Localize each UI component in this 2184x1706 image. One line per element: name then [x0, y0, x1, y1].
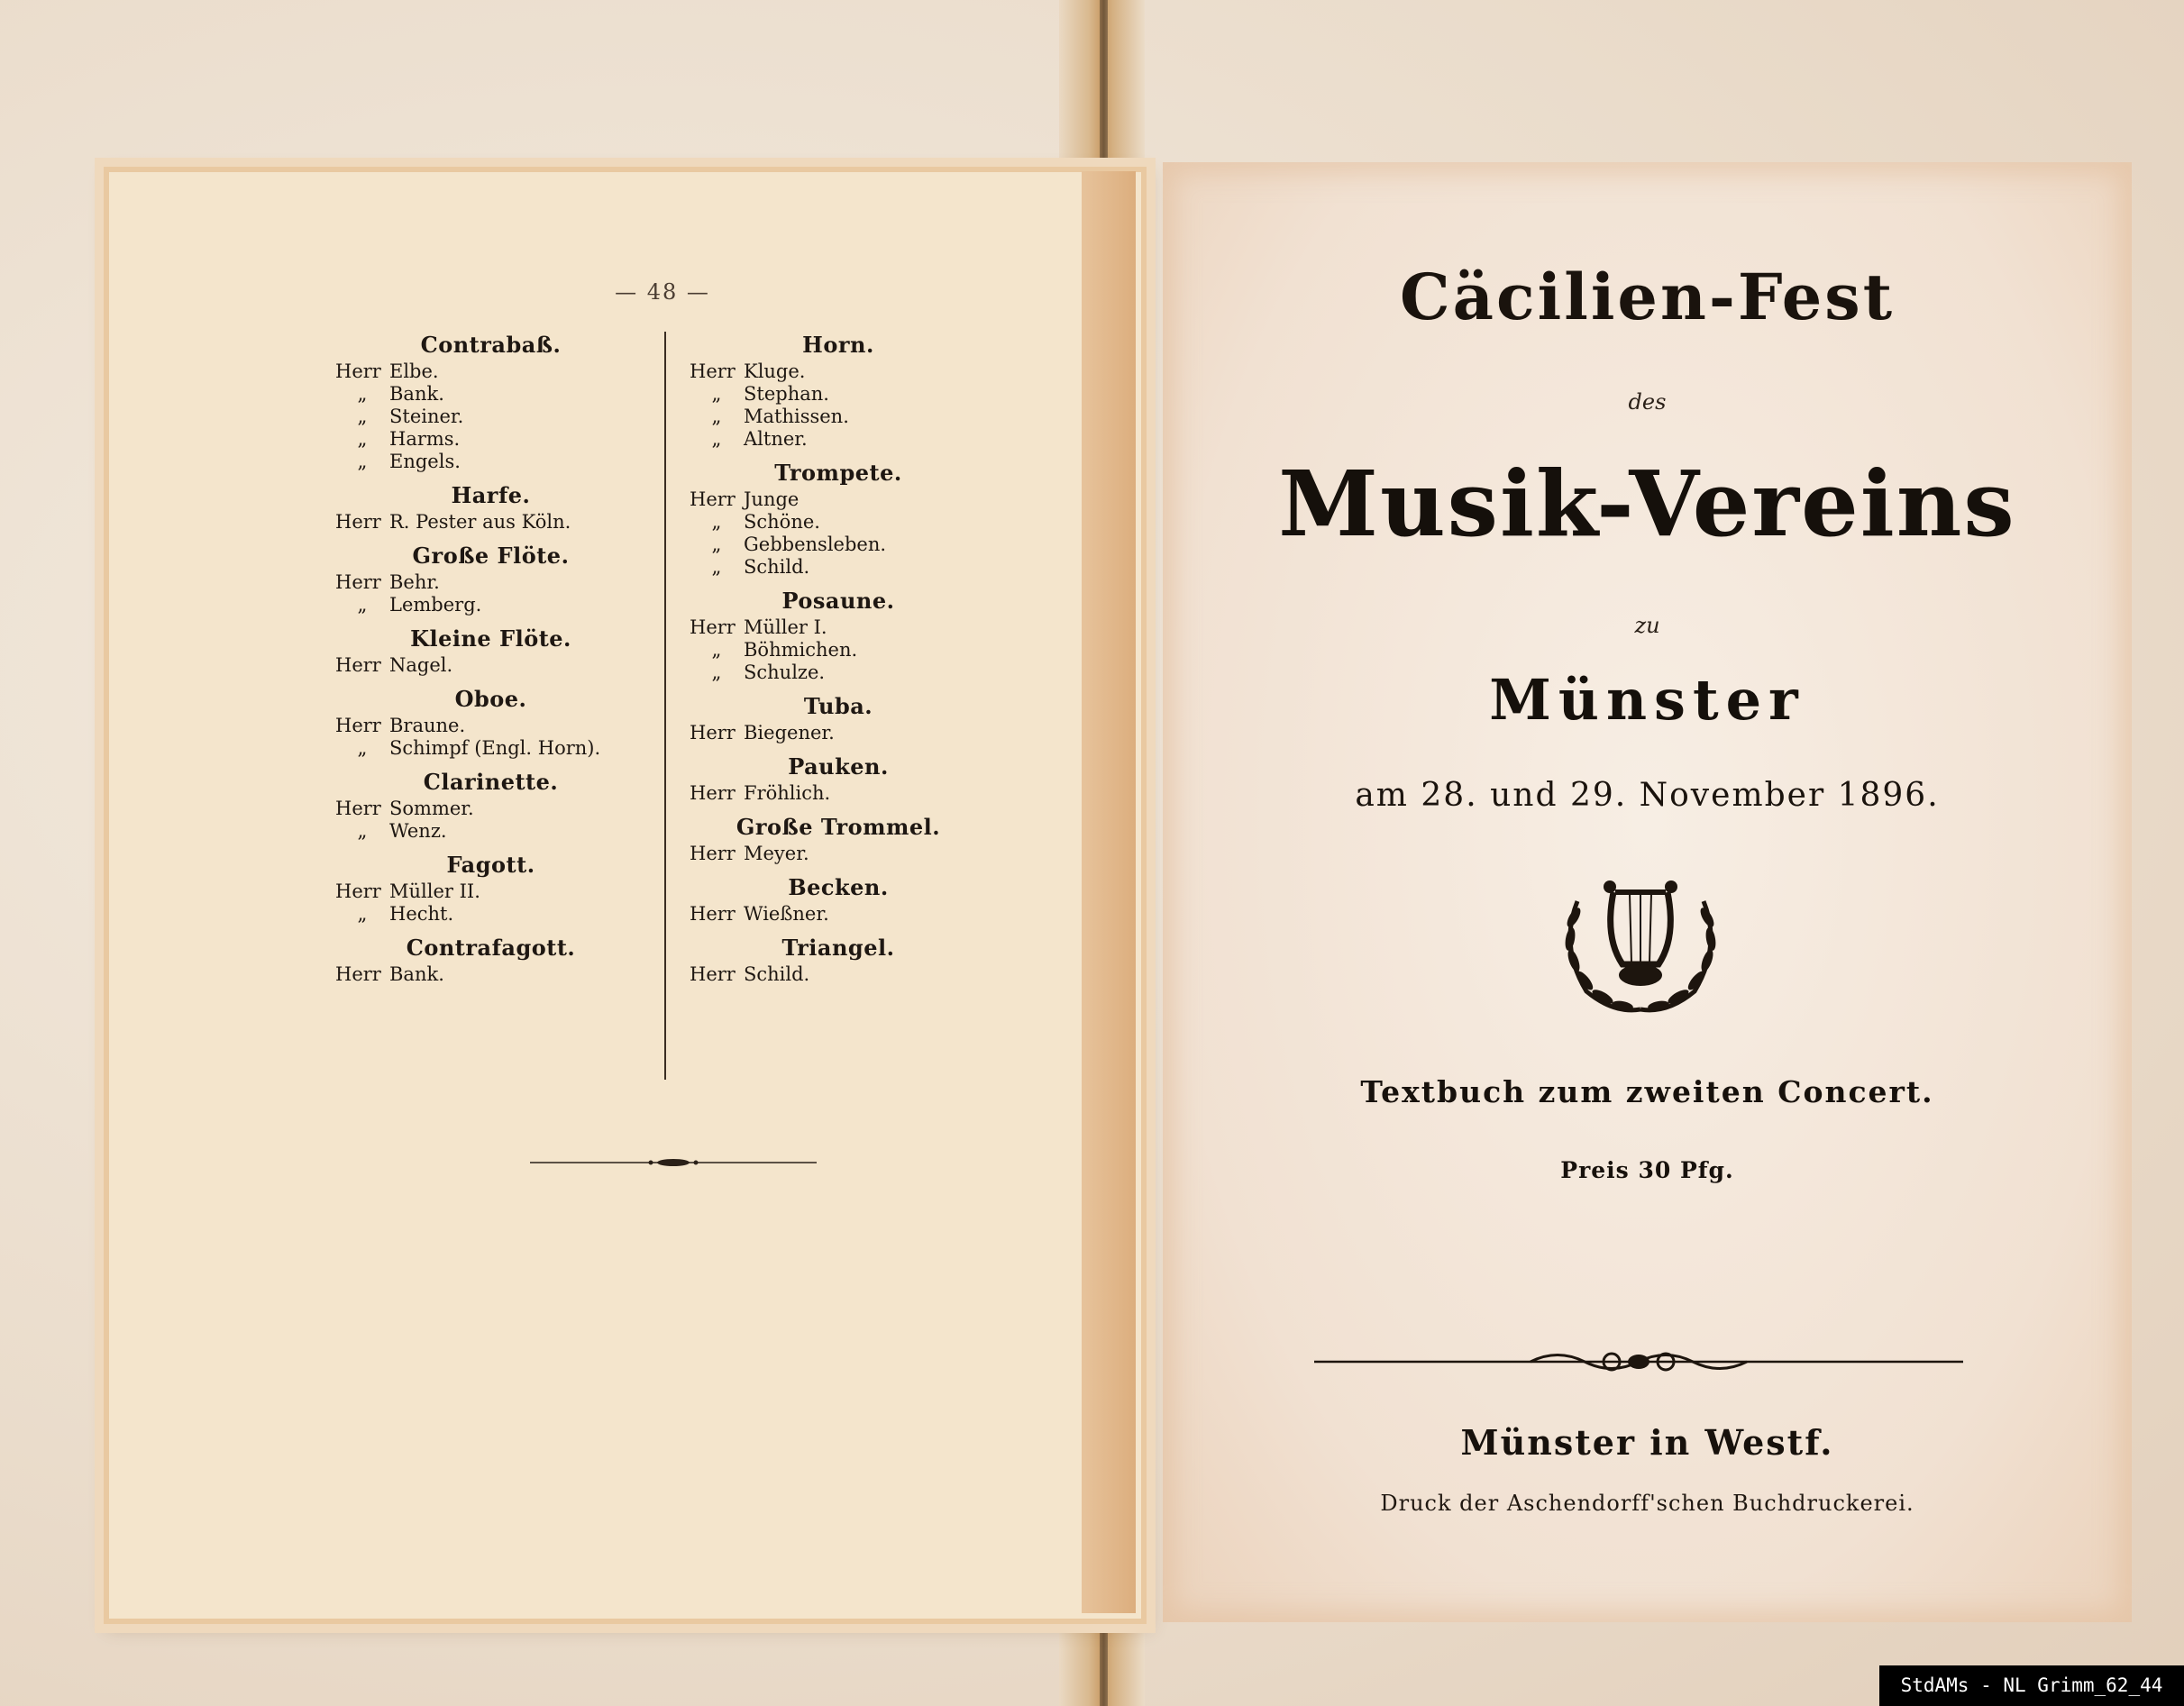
instrument-section [690, 872, 987, 926]
member-name: Mathissen. [744, 406, 849, 427]
member-prefix: „ [357, 820, 368, 842]
member-name: R. Pester aus Köln. [389, 511, 571, 533]
ornament-divider-icon [530, 1157, 817, 1168]
member-prefix: Herr [335, 360, 381, 382]
member-prefix: „ [711, 406, 722, 427]
textbook-subtitle: Textbuch zum zweiten Concert. [1360, 1074, 1934, 1109]
member-row [690, 406, 987, 428]
member-prefix: Herr [335, 654, 381, 676]
section-title: Kleine Flöte. [410, 625, 571, 652]
section-title: Triangel. [781, 935, 895, 961]
member-row [335, 737, 646, 760]
section-title: Becken. [788, 874, 889, 900]
member-row [690, 383, 987, 406]
section-title: Tuba. [803, 693, 873, 719]
member-name: Lemberg. [389, 594, 482, 616]
member-row [335, 903, 646, 926]
member-prefix: Herr [335, 571, 381, 593]
instrument-section [690, 933, 987, 986]
instrument-section [690, 812, 987, 865]
orchestra-column-left [335, 330, 646, 993]
member-row [690, 534, 987, 556]
section-title: Große Trommel. [736, 814, 941, 840]
member-row [335, 715, 646, 737]
instrument-section [690, 752, 987, 805]
instrument-section [335, 684, 646, 760]
member-name: Schild. [744, 556, 810, 578]
left-page-edge [1082, 171, 1136, 1613]
member-prefix: „ [357, 383, 368, 405]
instrument-section [690, 330, 987, 451]
instrument-section [690, 458, 987, 579]
orchestra-column-right [690, 330, 987, 993]
member-prefix: „ [711, 556, 722, 578]
member-name: Braune. [389, 715, 466, 736]
member-name: Hecht. [389, 903, 454, 925]
member-row [335, 798, 646, 820]
member-prefix: „ [711, 428, 722, 450]
section-title: Contrabaß. [420, 332, 562, 358]
member-row [690, 903, 987, 926]
member-name: Böhmichen. [744, 639, 858, 661]
ornament-divider-icon [1314, 1346, 1963, 1377]
member-row [690, 616, 987, 639]
section-title: Oboe. [454, 686, 527, 712]
event-date: am 28. und 29. November 1896. [1355, 777, 1940, 814]
member-name: Junge [744, 488, 800, 510]
member-name: Steiner. [389, 406, 464, 427]
member-prefix: „ [357, 594, 368, 616]
instrument-section [690, 586, 987, 684]
member-row [335, 406, 646, 428]
member-row [690, 639, 987, 661]
member-row [335, 594, 646, 616]
member-prefix: „ [711, 511, 722, 533]
instrument-section [335, 933, 646, 986]
page-number: — 48 — [615, 279, 710, 305]
section-title: Fagott. [446, 852, 535, 878]
member-row [335, 654, 646, 677]
society-name: Musik-Vereins [1278, 451, 2016, 557]
member-name: Stephan. [744, 383, 829, 405]
member-row [335, 451, 646, 473]
printer-imprint: Druck der Aschendorff'schen Buchdruckerei. [1380, 1491, 1914, 1516]
instrument-section [335, 624, 646, 677]
member-row [335, 511, 646, 534]
member-row [690, 661, 987, 684]
member-prefix: Herr [335, 798, 381, 819]
member-prefix: Herr [690, 616, 736, 638]
member-name: Nagel. [389, 654, 453, 676]
publication-place: Münster in Westf. [1460, 1422, 1834, 1463]
member-row [690, 511, 987, 534]
section-title: Große Flöte. [412, 543, 570, 569]
member-prefix: Herr [690, 903, 736, 925]
member-name: Bank. [389, 963, 444, 985]
price: Preis 30 Pfg. [1560, 1157, 1734, 1183]
member-name: Elbe. [389, 360, 439, 382]
member-prefix: „ [357, 451, 368, 472]
member-row [690, 488, 987, 511]
member-row [335, 571, 646, 594]
member-name: Kluge. [744, 360, 806, 382]
section-title: Harfe. [451, 482, 531, 508]
member-name: Müller I. [744, 616, 827, 638]
archive-label: StdAMs - NL Grimm_62_44 [1879, 1665, 2184, 1706]
member-name: Schimpf (Engl. Horn). [389, 737, 601, 759]
member-name: Schild. [744, 963, 810, 985]
section-title: Posaune. [781, 588, 895, 614]
member-prefix: Herr [335, 715, 381, 736]
member-prefix: Herr [335, 880, 381, 902]
member-row [335, 428, 646, 451]
member-prefix: „ [357, 428, 368, 450]
member-name: Harms. [389, 428, 461, 450]
member-prefix: Herr [690, 782, 736, 804]
lyre-laurel-wreath-icon [1550, 865, 1731, 1018]
member-prefix: Herr [690, 722, 736, 744]
member-name: Bank. [389, 383, 444, 405]
member-prefix: Herr [335, 963, 381, 985]
section-title: Horn. [802, 332, 874, 358]
member-name: Schulze. [744, 661, 826, 683]
member-row [335, 360, 646, 383]
member-name: Wießner. [744, 903, 829, 925]
member-row [335, 880, 646, 903]
festival-title: Cäcilien-Fest [1399, 260, 1896, 334]
instrument-section [335, 480, 646, 534]
member-prefix: „ [357, 903, 368, 925]
member-prefix: „ [711, 534, 722, 555]
member-prefix: Herr [690, 843, 736, 864]
member-row [335, 383, 646, 406]
section-title: Trompete. [774, 460, 902, 486]
member-name: Schöne. [744, 511, 820, 533]
member-name: Behr. [389, 571, 440, 593]
member-row [690, 556, 987, 579]
member-name: Biegener. [744, 722, 835, 744]
instrument-section [690, 691, 987, 744]
member-name: Engels. [389, 451, 461, 472]
member-row [690, 360, 987, 383]
member-row [335, 820, 646, 843]
member-prefix: „ [711, 661, 722, 683]
member-prefix: Herr [335, 511, 381, 533]
member-name: Gebbensleben. [744, 534, 887, 555]
member-row [690, 843, 987, 865]
city-name: Münster [1489, 667, 1805, 733]
member-name: Sommer. [389, 798, 474, 819]
member-row [690, 722, 987, 744]
title-zu: zu [1634, 613, 1660, 638]
member-name: Müller II. [389, 880, 480, 902]
member-prefix: Herr [690, 360, 736, 382]
section-title: Pauken. [788, 753, 889, 780]
column-divider [664, 332, 666, 1080]
member-name: Meyer. [744, 843, 809, 864]
member-prefix: „ [357, 737, 368, 759]
section-title: Clarinette. [423, 769, 559, 795]
instrument-section [335, 330, 646, 473]
instrument-section [335, 850, 646, 926]
member-row [690, 428, 987, 451]
member-prefix: Herr [690, 488, 736, 510]
member-prefix: „ [711, 383, 722, 405]
member-row [335, 963, 646, 986]
instrument-section [335, 541, 646, 616]
title-des: des [1628, 389, 1667, 415]
section-title: Contrafagott. [406, 935, 576, 961]
member-prefix: „ [357, 406, 368, 427]
member-name: Wenz. [389, 820, 447, 842]
member-prefix: Herr [690, 963, 736, 985]
instrument-section [335, 767, 646, 843]
member-name: Altner. [744, 428, 808, 450]
member-row [690, 963, 987, 986]
member-row [690, 782, 987, 805]
member-name: Fröhlich. [744, 782, 831, 804]
member-prefix: „ [711, 639, 722, 661]
